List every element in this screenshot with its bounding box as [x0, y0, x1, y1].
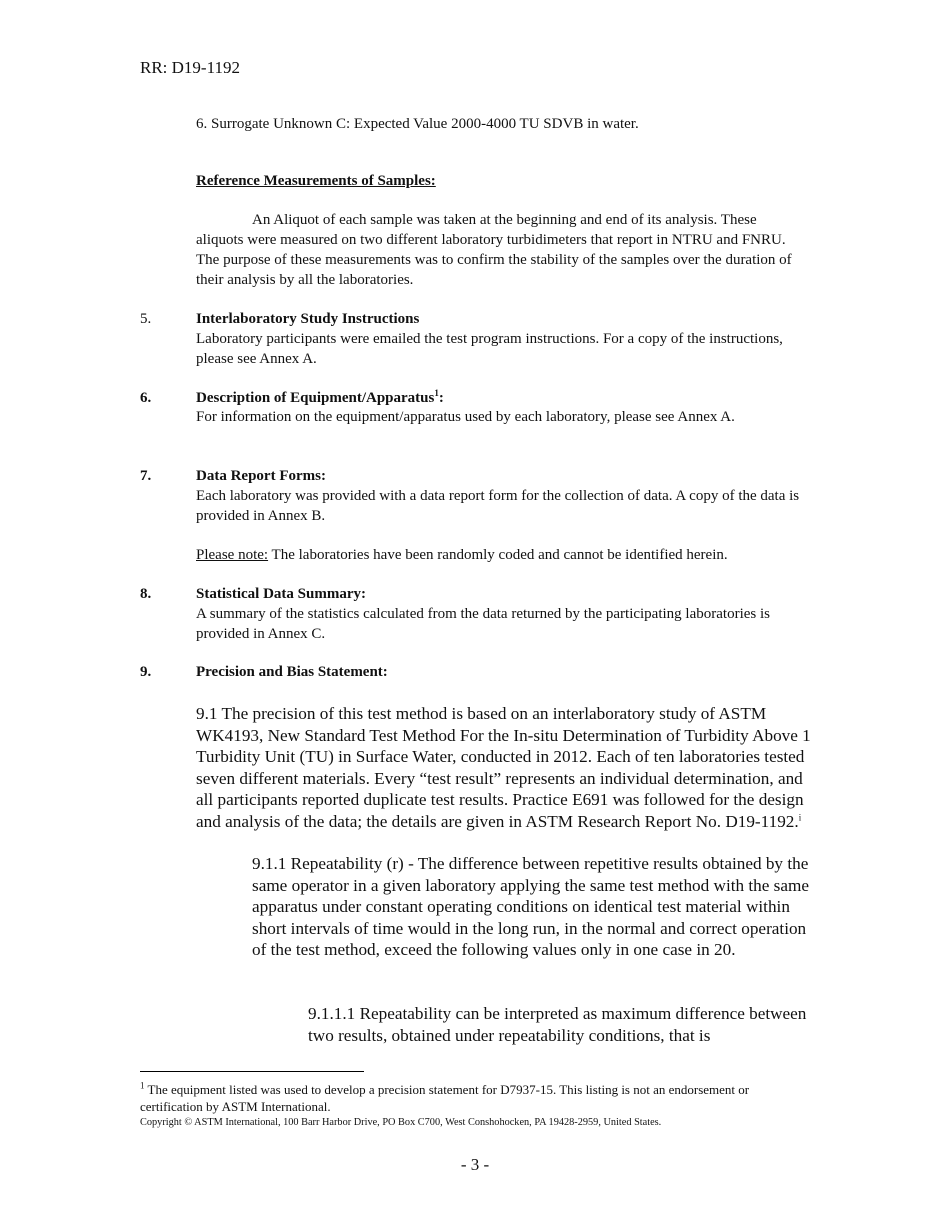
footnote-text: The equipment listed was used to develop a precision statement for D7937-15. This listing is not an endorsement or certification by ASTM International.: [140, 1082, 750, 1114]
section-6-body: For information on the equipment/apparatus used by each laboratory, please see Annex A.: [196, 409, 735, 425]
copyright-notice: Copyright © ASTM International, 100 Barr Harbor Drive, PO Box C700, West Conshohocken, PA 19428-2959, United States.: [140, 1117, 662, 1128]
surrogate-unknown-c-item: 6. Surrogate Unknown C: Expected Value 2000-4000 TU SDVB in water.: [196, 116, 639, 132]
section-5-number: 5.: [140, 311, 152, 327]
section-9-number: 9.: [140, 664, 152, 680]
endnote-marker: i: [798, 811, 802, 822]
page-number: - 3 -: [460, 1155, 490, 1174]
footnote-ref-marker: 1: [434, 388, 439, 398]
section-6-title: [196, 388, 444, 408]
section-6-title-text: Description of Equipment/Apparatus: [196, 390, 435, 406]
section-8-number: 8.: [140, 586, 152, 602]
section-8-body: A summary of the statistics calculated from the data returned by the participating laboratories is provided in Annex C.: [196, 606, 770, 642]
section-5-title: Interlaboratory Study Instructions: [196, 311, 420, 327]
report-id-header: RR: D19-1192: [140, 58, 240, 77]
section-8-title: Statistical Data Summary:: [196, 586, 366, 602]
section-9-title: Precision and Bias Statement:: [196, 664, 388, 680]
section-6-title-colon: :: [438, 390, 444, 406]
section-7-body: Each laboratory was provided with a data report form for the collection of data. A copy of the data is provided in Annex B.: [196, 488, 800, 524]
please-note-text: The laboratories have been randomly coded and cannot be identified herein.: [268, 547, 728, 563]
section-5-body: Laboratory participants were emailed the test program instructions. For a copy of the instructions, please see Annex A.: [196, 331, 783, 367]
precision-9-1-paragraph: [196, 703, 814, 832]
repeatability-9-1-1-1-paragraph: 9.1.1.1 Repeatability can be interpreted as maximum difference between two results, obtained under repeatability conditions, that is: [308, 1004, 807, 1045]
section-7-title: Data Report Forms:: [196, 468, 326, 484]
reference-measurements-heading: Reference Measurements of Samples:: [196, 173, 436, 189]
repeatability-9-1-1-paragraph: 9.1.1 Repeatability (r) - The difference between repetitive results obtained by the same operator in a given laboratory applying the same test method with the same apparatus under constant operating conditions on identical test material within short intervals of time would in the long run, in the normal and correct operation of the test method, exceed the following values only in one case in 20.: [252, 854, 809, 959]
reference-measurements-body: An Aliquot of each sample was taken at the beginning and end of its analysis. These aliquots were measured on two different laboratory turbidimeters that report in NTRU and FNRU. The purpose of these measurements was to confirm the stability of the samples over the duration of their analysis by all the laboratories.: [196, 212, 792, 288]
section-6-number: 6.: [140, 390, 152, 406]
precision-9-1-text: 9.1 The precision of this test method is based on an interlaboratory study of ASTM WK4193, New Standard Test Method For the In-situ Determination of Turbidity Above 1 Turbidity Unit (TU) in Surface Water, conducted in 2012. Each of ten laboratories tested seven different materials. Every “test result” represents an individual determination, and all participants reported duplicate test results. Practice E691 was followed for the design and analysis of the data; the details are given in ASTM Research Report No. D19-1192.: [196, 704, 811, 831]
footnote-separator: [140, 1071, 364, 1072]
footnote: [140, 1081, 800, 1115]
footnote-marker: 1: [140, 1080, 145, 1091]
section-7-number: 7.: [140, 468, 152, 484]
section-7-note: [196, 545, 836, 565]
please-note-label: Please note:: [196, 547, 269, 563]
